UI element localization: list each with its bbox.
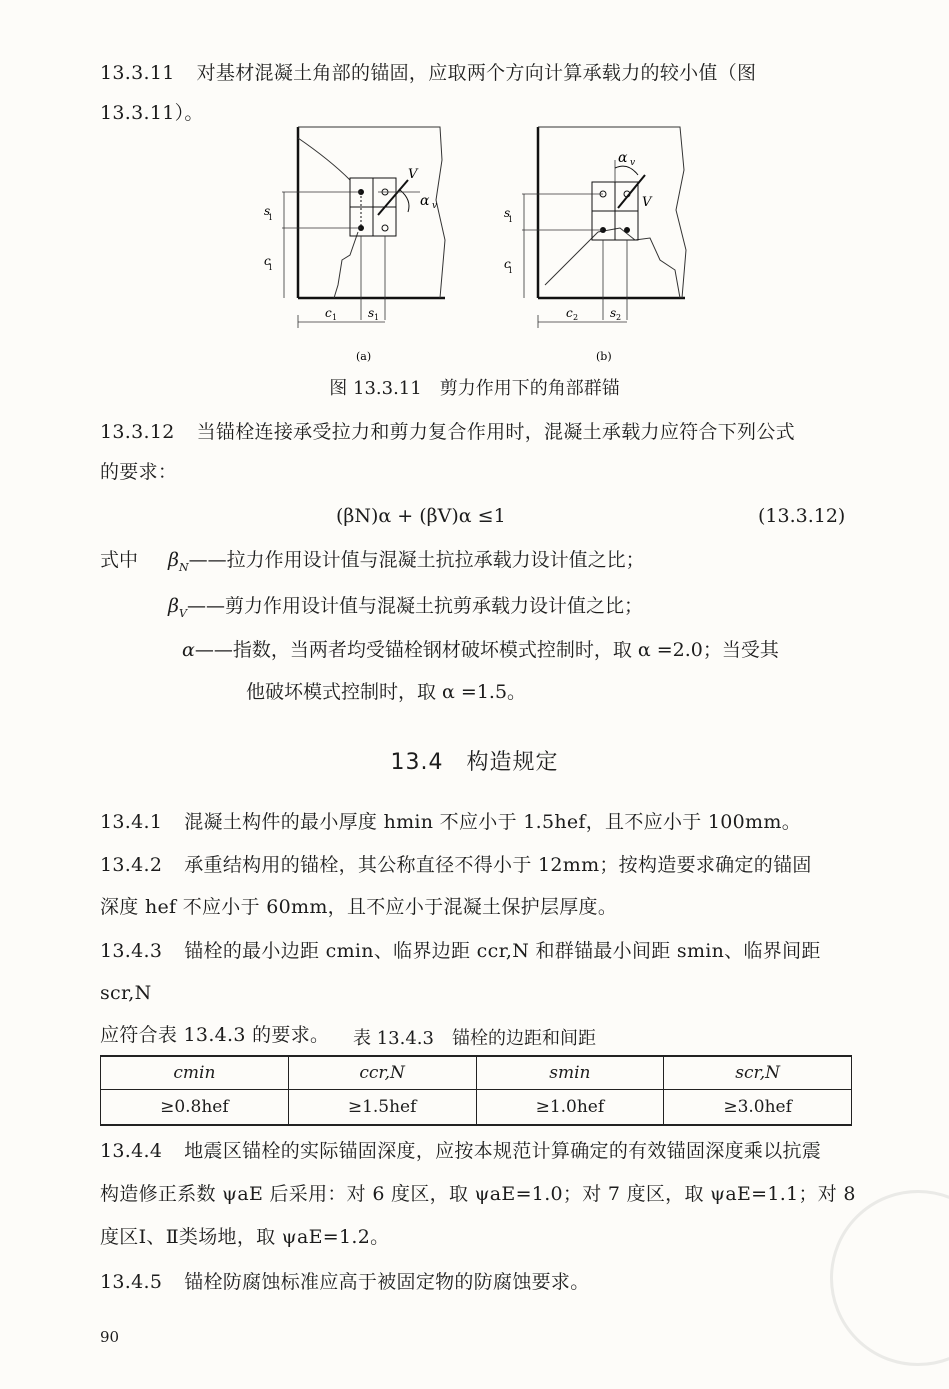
figure-b-drawing	[500, 120, 700, 365]
clause-text: 混凝土构件的最小厚度 hmin 不应小于 1.5hef，且不应小于 100mm。	[184, 811, 801, 833]
clause-13-4-4-line2: 构造修正系数 ψaE 后采用：对 6 度区，取 ψaE=1.0；对 7 度区，取 ψaE=1.1；对 8	[100, 1183, 856, 1205]
clause-number: 13.4.3	[100, 940, 163, 962]
figure-a-drawing	[260, 120, 460, 365]
label-c-sub: 1	[508, 266, 514, 275]
table-row	[101, 1090, 852, 1126]
beta-v-subscript: V	[178, 606, 187, 620]
label-alpha: α	[420, 193, 430, 209]
label-alpha-sub: v	[630, 158, 636, 168]
figure-b	[500, 120, 700, 365]
label-s2-sub: 2	[616, 313, 622, 322]
figure-a	[260, 120, 460, 365]
where-row-beta-n	[100, 540, 645, 588]
table-header-cell: cmin	[101, 1056, 289, 1090]
label-alpha: α	[618, 150, 628, 166]
where-row-beta-v	[168, 586, 643, 634]
clause-text: 锚栓的最小边距 cmin、临界边距 ccr,N 和群锚最小间距 smin、临界间距 scr,N	[100, 940, 821, 1004]
figure-a-label: (a)	[356, 350, 372, 363]
clause-13-4-2-line2: 深度 hef 不应小于 60mm，且不应小于混凝土保护层厚度。	[100, 896, 618, 918]
clause-13-3-12-line1	[100, 412, 858, 452]
beta-n-symbol: β	[168, 549, 179, 571]
table-header-cell: smin	[476, 1056, 664, 1090]
table-cell: ≥3.0hef	[664, 1090, 852, 1126]
clause-13-4-2-line1	[100, 844, 858, 886]
clause-number: 13.4.2	[100, 854, 163, 876]
distance-table	[100, 1055, 852, 1126]
alpha-definition-line2: 他破坏模式控制时，取 α =1.5。	[246, 681, 527, 703]
formula-number: (13.3.12)	[758, 505, 846, 527]
clause-13-3-11	[100, 53, 858, 133]
clause-13-3-12	[100, 412, 858, 492]
label-v: V	[642, 195, 652, 210]
clause-text: 地震区锚栓的实际锚固深度，应按本规范计算确定的有效锚固深度乘以抗震	[184, 1140, 822, 1162]
figure-b-label: (b)	[596, 350, 612, 363]
clause-13-3-11-line1	[100, 53, 858, 93]
clause-number: 13.4.5	[100, 1271, 163, 1293]
table-cell: ≥1.0hef	[476, 1090, 664, 1126]
clause-13-4-5	[100, 1262, 858, 1302]
label-s2: s	[368, 306, 375, 320]
break-line-right	[538, 127, 686, 298]
clause-13-3-12-line2: 的要求：	[100, 461, 178, 483]
page-number: 90	[100, 1328, 120, 1346]
label-c2: c	[325, 306, 332, 320]
clause-text: 当锚栓连接承受拉力和剪力复合作用时，混凝土承载力应符合下列公式	[196, 421, 795, 443]
beta-n-subscript: N	[178, 560, 189, 574]
table-caption: 表 13.4.3 锚栓的边距和间距	[353, 1028, 596, 1049]
where-label: 式中	[100, 549, 139, 571]
anchor-dot	[624, 227, 630, 233]
clause-number: 13.4.4	[100, 1140, 163, 1162]
clause-13-4-3-line1	[100, 930, 858, 1014]
clause-13-4-2	[100, 844, 858, 928]
clause-13-4-1	[100, 802, 858, 842]
figure-caption: 图 13.3.11 剪力作用下的角部群锚	[329, 378, 620, 399]
section-title: 13.4 构造规定	[390, 750, 559, 775]
label-c-sub: 1	[268, 263, 274, 272]
label-s: s	[504, 206, 511, 220]
label-s-sub: 1	[268, 213, 274, 222]
table-cell: ≥1.5hef	[288, 1090, 476, 1126]
label-s-sub: 1	[508, 215, 514, 224]
beta-n-definition: ——拉力作用设计值与混凝土抗拉承载力设计值之比；	[188, 549, 645, 571]
clause-13-3-11-line2: 13.3.11）。	[100, 102, 204, 124]
anchor-circle	[382, 225, 388, 231]
clause-13-4-4-line3: 度区Ⅰ、Ⅱ类场地，取 ψaE=1.2。	[100, 1226, 390, 1248]
label-s: s	[264, 204, 271, 218]
table-header-cell: scr,N	[664, 1056, 852, 1090]
crack-left	[545, 232, 598, 285]
break-line-right	[298, 127, 445, 298]
clause-number: 13.3.12	[100, 421, 175, 443]
clause-number: 13.3.11	[100, 62, 175, 84]
crack-top	[298, 138, 350, 180]
clause-13-4-4	[100, 1130, 858, 1259]
clause-number: 13.4.1	[100, 811, 163, 833]
beta-v-symbol: β	[168, 595, 179, 617]
formula-expression: (βN)α + (βV)α ≤1	[336, 505, 506, 527]
alpha-symbol: α	[182, 639, 195, 661]
shear-arrow	[618, 175, 645, 208]
label-s2: s	[610, 306, 617, 320]
clause-text: 对基材混凝土角部的锚固，应取两个方向计算承载力的较小值（图	[196, 62, 757, 84]
label-c: c	[264, 254, 271, 268]
crack-bottom	[334, 232, 358, 298]
shear-arrow	[378, 180, 408, 215]
label-c2-sub: 1	[332, 313, 338, 322]
table-header-row	[101, 1056, 852, 1090]
clause-text: 锚栓防腐蚀标准应高于被固定物的防腐蚀要求。	[184, 1271, 590, 1293]
table-cell: ≥0.8hef	[101, 1090, 289, 1126]
label-c: c	[504, 257, 511, 271]
where-row-alpha	[182, 630, 779, 670]
label-c2-sub: 2	[573, 313, 579, 322]
label-s2-sub: 1	[374, 313, 380, 322]
clause-13-4-3-line2: 应符合表 13.4.3 的要求。	[100, 1024, 330, 1046]
label-v: V	[408, 167, 418, 182]
alpha-arc	[400, 190, 409, 212]
clause-text: 承重结构用的锚栓，其公称直径不得小于 12mm；按构造要求确定的锚固	[184, 854, 812, 876]
formula	[336, 505, 506, 527]
beta-v-definition: ——剪力作用设计值与混凝土抗剪承载力设计值之比；	[186, 595, 643, 617]
clause-13-4-4-line1	[100, 1130, 858, 1173]
table-header-cell: ccr,N	[288, 1056, 476, 1090]
label-c2: c	[566, 306, 573, 320]
label-alpha-sub: v	[432, 201, 438, 211]
alpha-definition-line1: ——指数，当两者均受锚栓钢材破坏模式控制时，取 α =2.0；当受其	[194, 639, 779, 661]
crack-right	[598, 228, 680, 298]
